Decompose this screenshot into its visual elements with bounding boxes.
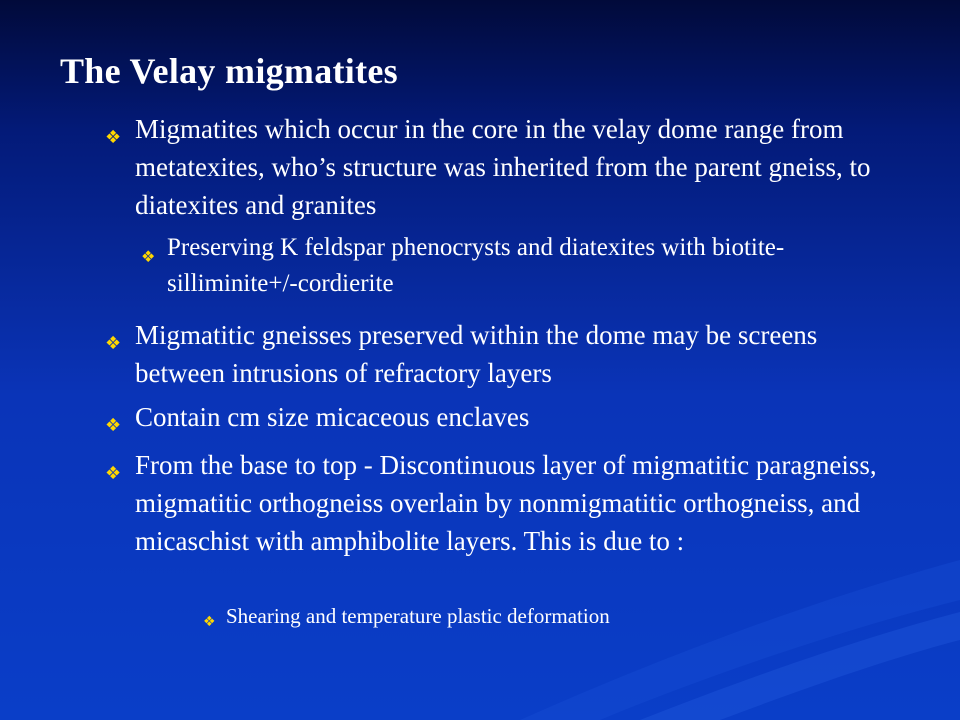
bullet-item xyxy=(105,398,905,436)
bullet-text: Contain cm size micaceous enclaves xyxy=(135,402,530,432)
diamond-bullet-icon: ❖ xyxy=(105,415,122,436)
bullet-item xyxy=(105,110,905,224)
sub-bullet-item xyxy=(141,230,887,302)
bullet-item xyxy=(105,316,905,392)
diamond-bullet-icon: ❖ xyxy=(105,333,122,354)
diamond-bullet-icon: ❖ xyxy=(105,463,122,484)
bullet-text: Migmatitic gneisses preserved within the dome may be screens between intrusions of refractory layers xyxy=(135,320,818,388)
bullet-item xyxy=(105,446,905,560)
slide-title: The Velay migmatites xyxy=(60,51,398,91)
diamond-bullet-icon: ❖ xyxy=(203,614,216,630)
sub-sub-bullet-item xyxy=(203,602,866,630)
diamond-bullet-icon: ❖ xyxy=(141,247,156,266)
bullet-text: From the base to top - Discontinuous layer of migmatitic paragneiss, migmatitic orthogneiss overlain by nonmigmatitic orthogneiss, and micaschist with amphibolite layers. This is due to : xyxy=(135,450,877,556)
bullet-text: Migmatites which occur in the core in the velay dome range from metatexites, who’s structure was inherited from the parent gneiss, to diatexites and granites xyxy=(135,114,871,220)
diamond-bullet-icon: ❖ xyxy=(105,127,122,148)
bullet-text: Shearing and temperature plastic deformation xyxy=(226,604,610,628)
bullet-text: Preserving K feldspar phenocrysts and diatexites with biotite-silliminite+/-cordierite xyxy=(167,234,785,297)
